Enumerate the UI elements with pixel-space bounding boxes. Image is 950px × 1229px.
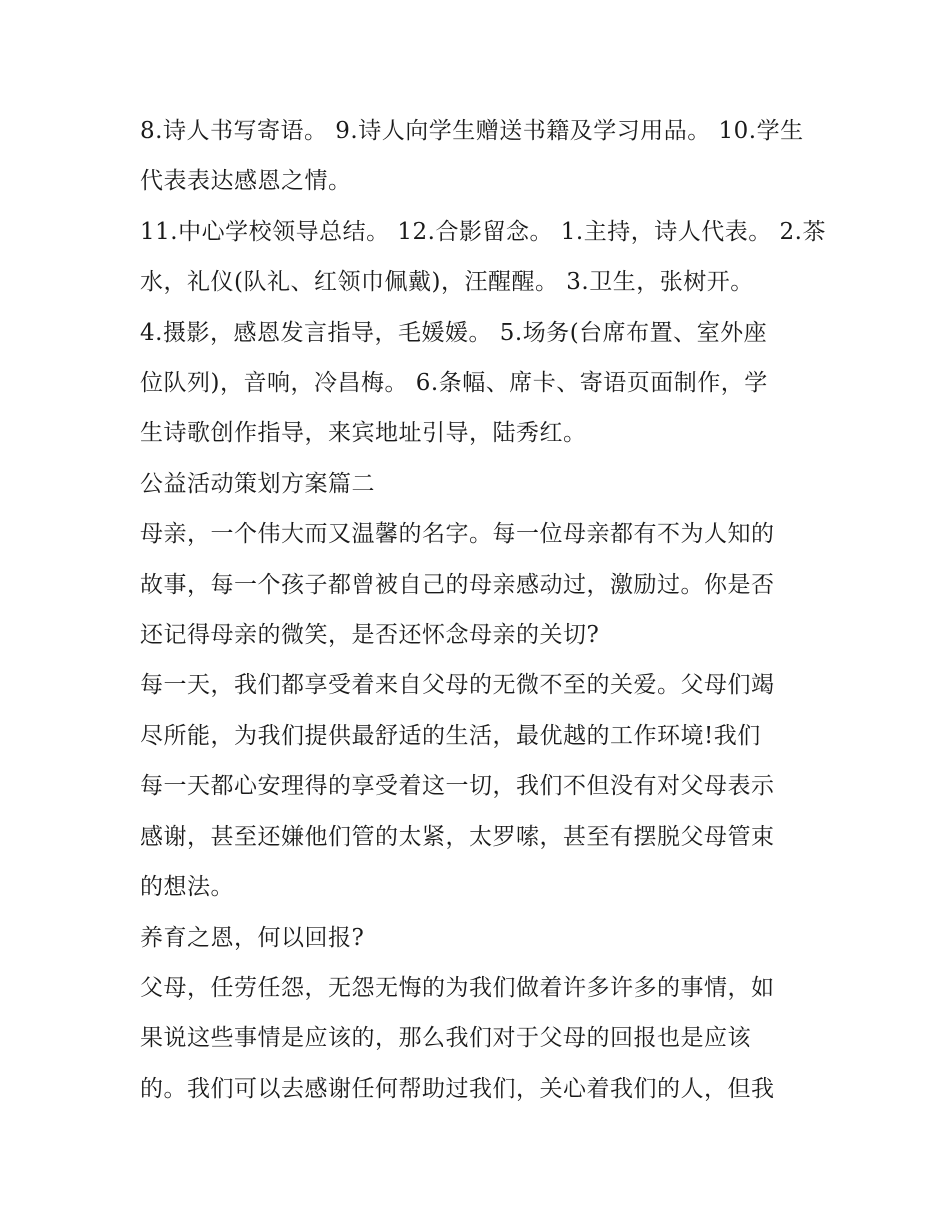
text-line: 果说这些事情是应该的，那么我们对于父母的回报也是应该 — [140, 1025, 751, 1052]
text-line: 母亲，一个伟大而又温馨的名字。每一位母亲都有不为人知的 — [140, 521, 775, 548]
text-line: 每一天都心安理得的享受着这一切，我们不但没有对父母表示 — [140, 773, 775, 800]
text-line: 养育之恩，何以回报? — [140, 924, 365, 951]
text-line: 感谢，甚至还嫌他们管的太紧，太罗嗦，甚至有摆脱父母管束 — [140, 823, 775, 850]
text-line: 4.摄影，感恩发言指导，毛媛媛。 5.场务(台席布置、室外座 — [140, 319, 768, 346]
text-line: 代表表达感恩之情。 — [140, 168, 352, 195]
text-line: 的。我们可以去感谢任何帮助过我们，关心着我们的人，但我 — [140, 1075, 775, 1102]
section-heading: 公益活动策划方案篇二 — [140, 470, 375, 497]
text-line: 8.诗人书写寄语。 9.诗人向学生赠送书籍及学习用品。 10.学生 — [140, 118, 804, 144]
text-line: 故事，每一个孩子都曾被自己的母亲感动过，激励过。你是否 — [140, 571, 775, 598]
text-line: 水，礼仪(队礼、红领巾佩戴)，汪醒醒。 3.卫生，张树开。 — [140, 269, 754, 296]
text-line: 11.中心学校领导总结。 12.合影留念。 1.主持，诗人代表。 2.茶 — [140, 218, 826, 245]
text-line: 的想法。 — [140, 874, 234, 901]
text-line: 父母，任劳任怨，无怨无悔的为我们做着许多许多的事情，如 — [140, 974, 775, 1001]
text-line: 还记得母亲的微笑，是否还怀念母亲的关切? — [140, 622, 600, 649]
text-line: 生诗歌创作指导，来宾地址引导，陆秀红。 — [140, 420, 587, 447]
text-line: 每一天，我们都享受着来自父母的无微不至的关爱。父母们竭 — [140, 672, 775, 699]
text-line: 尽所能，为我们提供最舒适的生活，最优越的工作环境!我们 — [140, 722, 761, 749]
document-body — [140, 106, 826, 1114]
text-line: 位队列)，音响，冷昌梅。 6.条幅、席卡、寄语页面制作，学 — [140, 370, 768, 397]
